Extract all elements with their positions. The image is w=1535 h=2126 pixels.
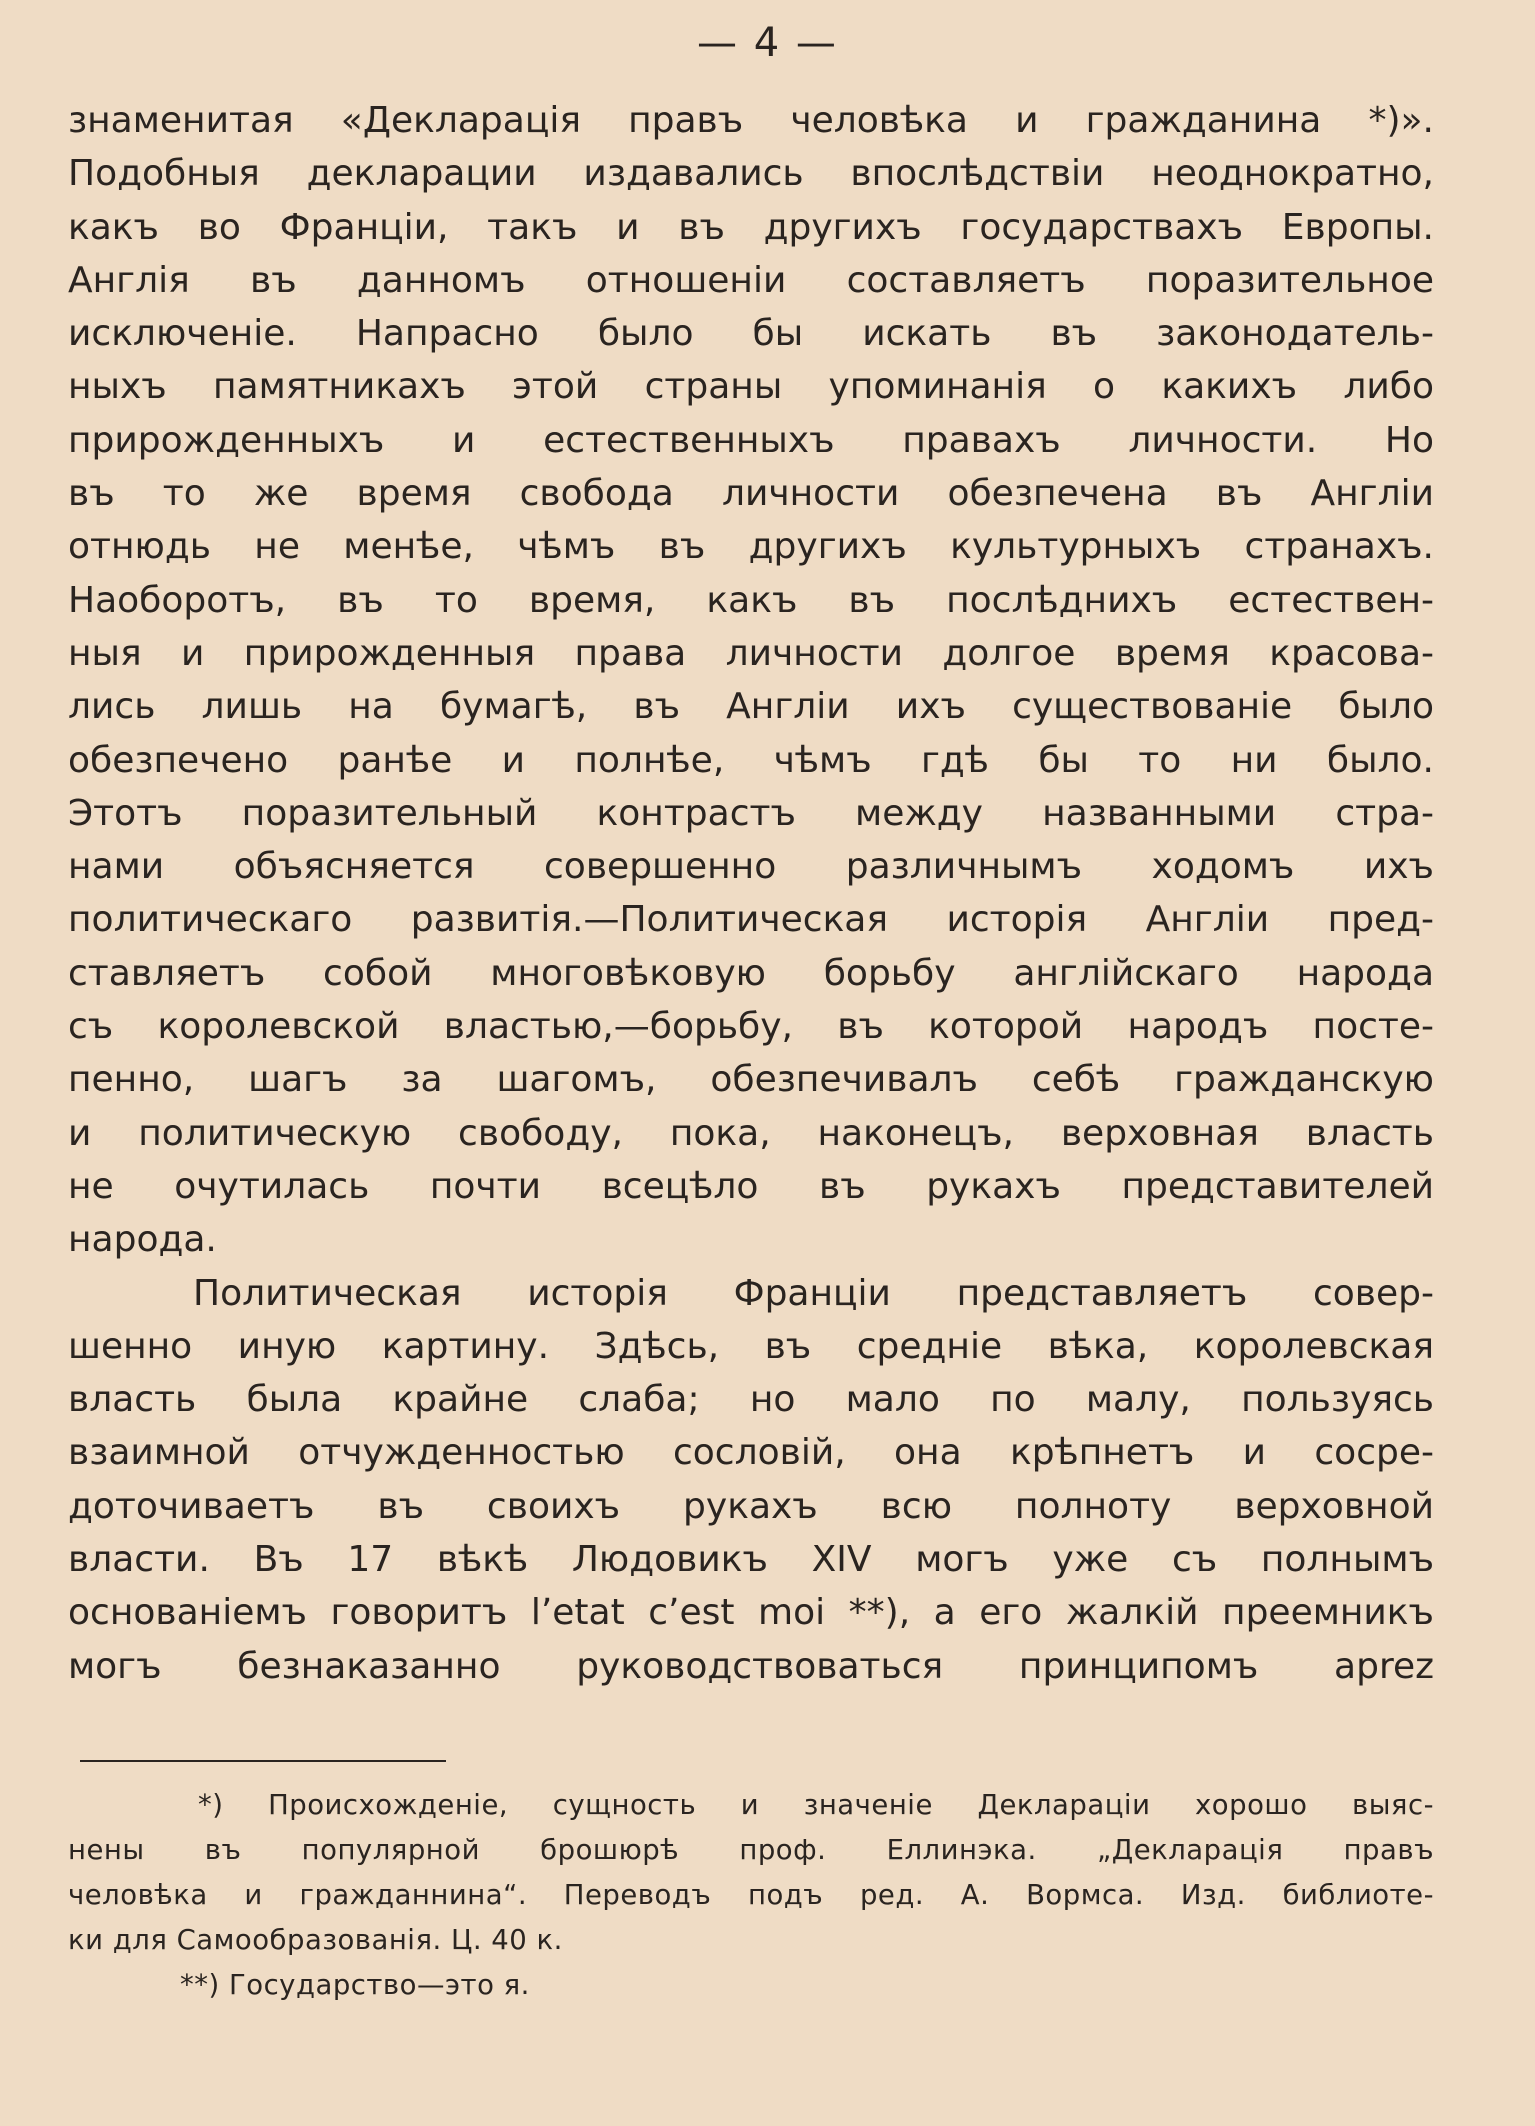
text-line: взаимной отчужденностью сословій, она крѣпнетъ и сосре- [68, 1432, 1434, 1474]
text-line: основаніемъ говоритъ l’etat c’est moi **), а его жалкій преемникъ [68, 1592, 1434, 1634]
text-line: обезпечено ранѣе и полнѣе, чѣмъ гдѣ бы то ни было. [68, 739, 1434, 781]
text-line: какъ во Франціи, такъ и въ другихъ государствахъ Европы. [68, 206, 1434, 248]
text-line: Наоборотъ, въ то время, какъ въ послѣднихъ естествен- [68, 579, 1434, 621]
text-line: ныхъ памятникахъ этой страны упоминанія о какихъ либо [68, 366, 1434, 408]
paragraph-start-line: Политическая исторія Франціи представляетъ совер- [193, 1272, 1434, 1314]
text-line: шенно иную картину. Здѣсь, въ средніе вѣка, королевская [68, 1325, 1434, 1367]
page-number: — 4 — [697, 20, 838, 66]
text-line: исключеніе. Напрасно было бы искать въ законодатель- [68, 313, 1434, 355]
text-line: съ королевской властью,—борьбу, въ которой народъ посте- [68, 1006, 1434, 1048]
text-line: Англія въ данномъ отношеніи составляетъ поразительное [68, 259, 1434, 301]
text-line: нами объясняется совершенно различнымъ ходомъ ихъ [68, 846, 1434, 888]
footnote-line: ки для Самообразованія. Ц. 40 к. [68, 1924, 563, 1956]
footnote-line: *) Происхожденіе, сущность и значеніе Деклараціи хорошо выяс- [198, 1789, 1434, 1821]
text-line: политическаго развитія.—Политическая исторія Англіи пред- [68, 899, 1434, 941]
text-line: Подобныя декларации издавались впослѣдствіи неоднократно, [68, 153, 1434, 195]
text-line: Этотъ поразительный контрастъ между названными стра- [68, 792, 1434, 834]
text-line: власть была крайне слаба; но мало по малу, пользуясь [68, 1379, 1434, 1421]
footnote-divider [80, 1760, 446, 1762]
text-line: ныя и прирожденныя права личности долгое время красова- [68, 632, 1434, 674]
footnote-line: нены въ популярной брошюрѣ проф. Еллинэка. „Декларація правъ [68, 1834, 1434, 1866]
text-line: доточиваетъ въ своихъ рукахъ всю полноту верховной [68, 1485, 1434, 1527]
text-line: пенно, шагъ за шагомъ, обезпечивалъ себѣ гражданскую [68, 1059, 1434, 1101]
text-line: не очутилась почти всецѣло въ рукахъ представителей [68, 1165, 1434, 1207]
text-line: ставляетъ собой многовѣковую борьбу англійскаго народа [68, 952, 1434, 994]
main-text-block [68, 94, 1434, 1693]
text-line: знаменитая «Декларація правъ человѣка и гражданина *)». [68, 100, 1434, 141]
footnotes-block [68, 1783, 1434, 2008]
footnote-line: человѣка и гражданнина“. Переводъ подъ ред. А. Вормса. Изд. библиоте- [68, 1879, 1434, 1911]
text-line: власти. Въ 17 вѣкѣ Людовикъ XIV могъ уже съ полнымъ [68, 1539, 1434, 1581]
text-line: въ то же время свобода личности обезпечена въ Англіи [68, 473, 1434, 515]
text-line: народа. [68, 1219, 217, 1261]
footnote-line: **) Государство—это я. [180, 1969, 530, 2001]
text-line: отнюдь не менѣе, чѣмъ въ другихъ культурныхъ странахъ. [68, 526, 1434, 568]
text-line: и политическую свободу, пока, наконецъ, верховная власть [68, 1112, 1434, 1154]
text-line: могъ безнаказанно руководствоваться принципомъ aprez [68, 1645, 1434, 1687]
text-line: лись лишь на бумагѣ, въ Англіи ихъ существованіе было [68, 686, 1434, 728]
text-line: прирожденныхъ и естественныхъ правахъ личности. Но [68, 419, 1434, 461]
